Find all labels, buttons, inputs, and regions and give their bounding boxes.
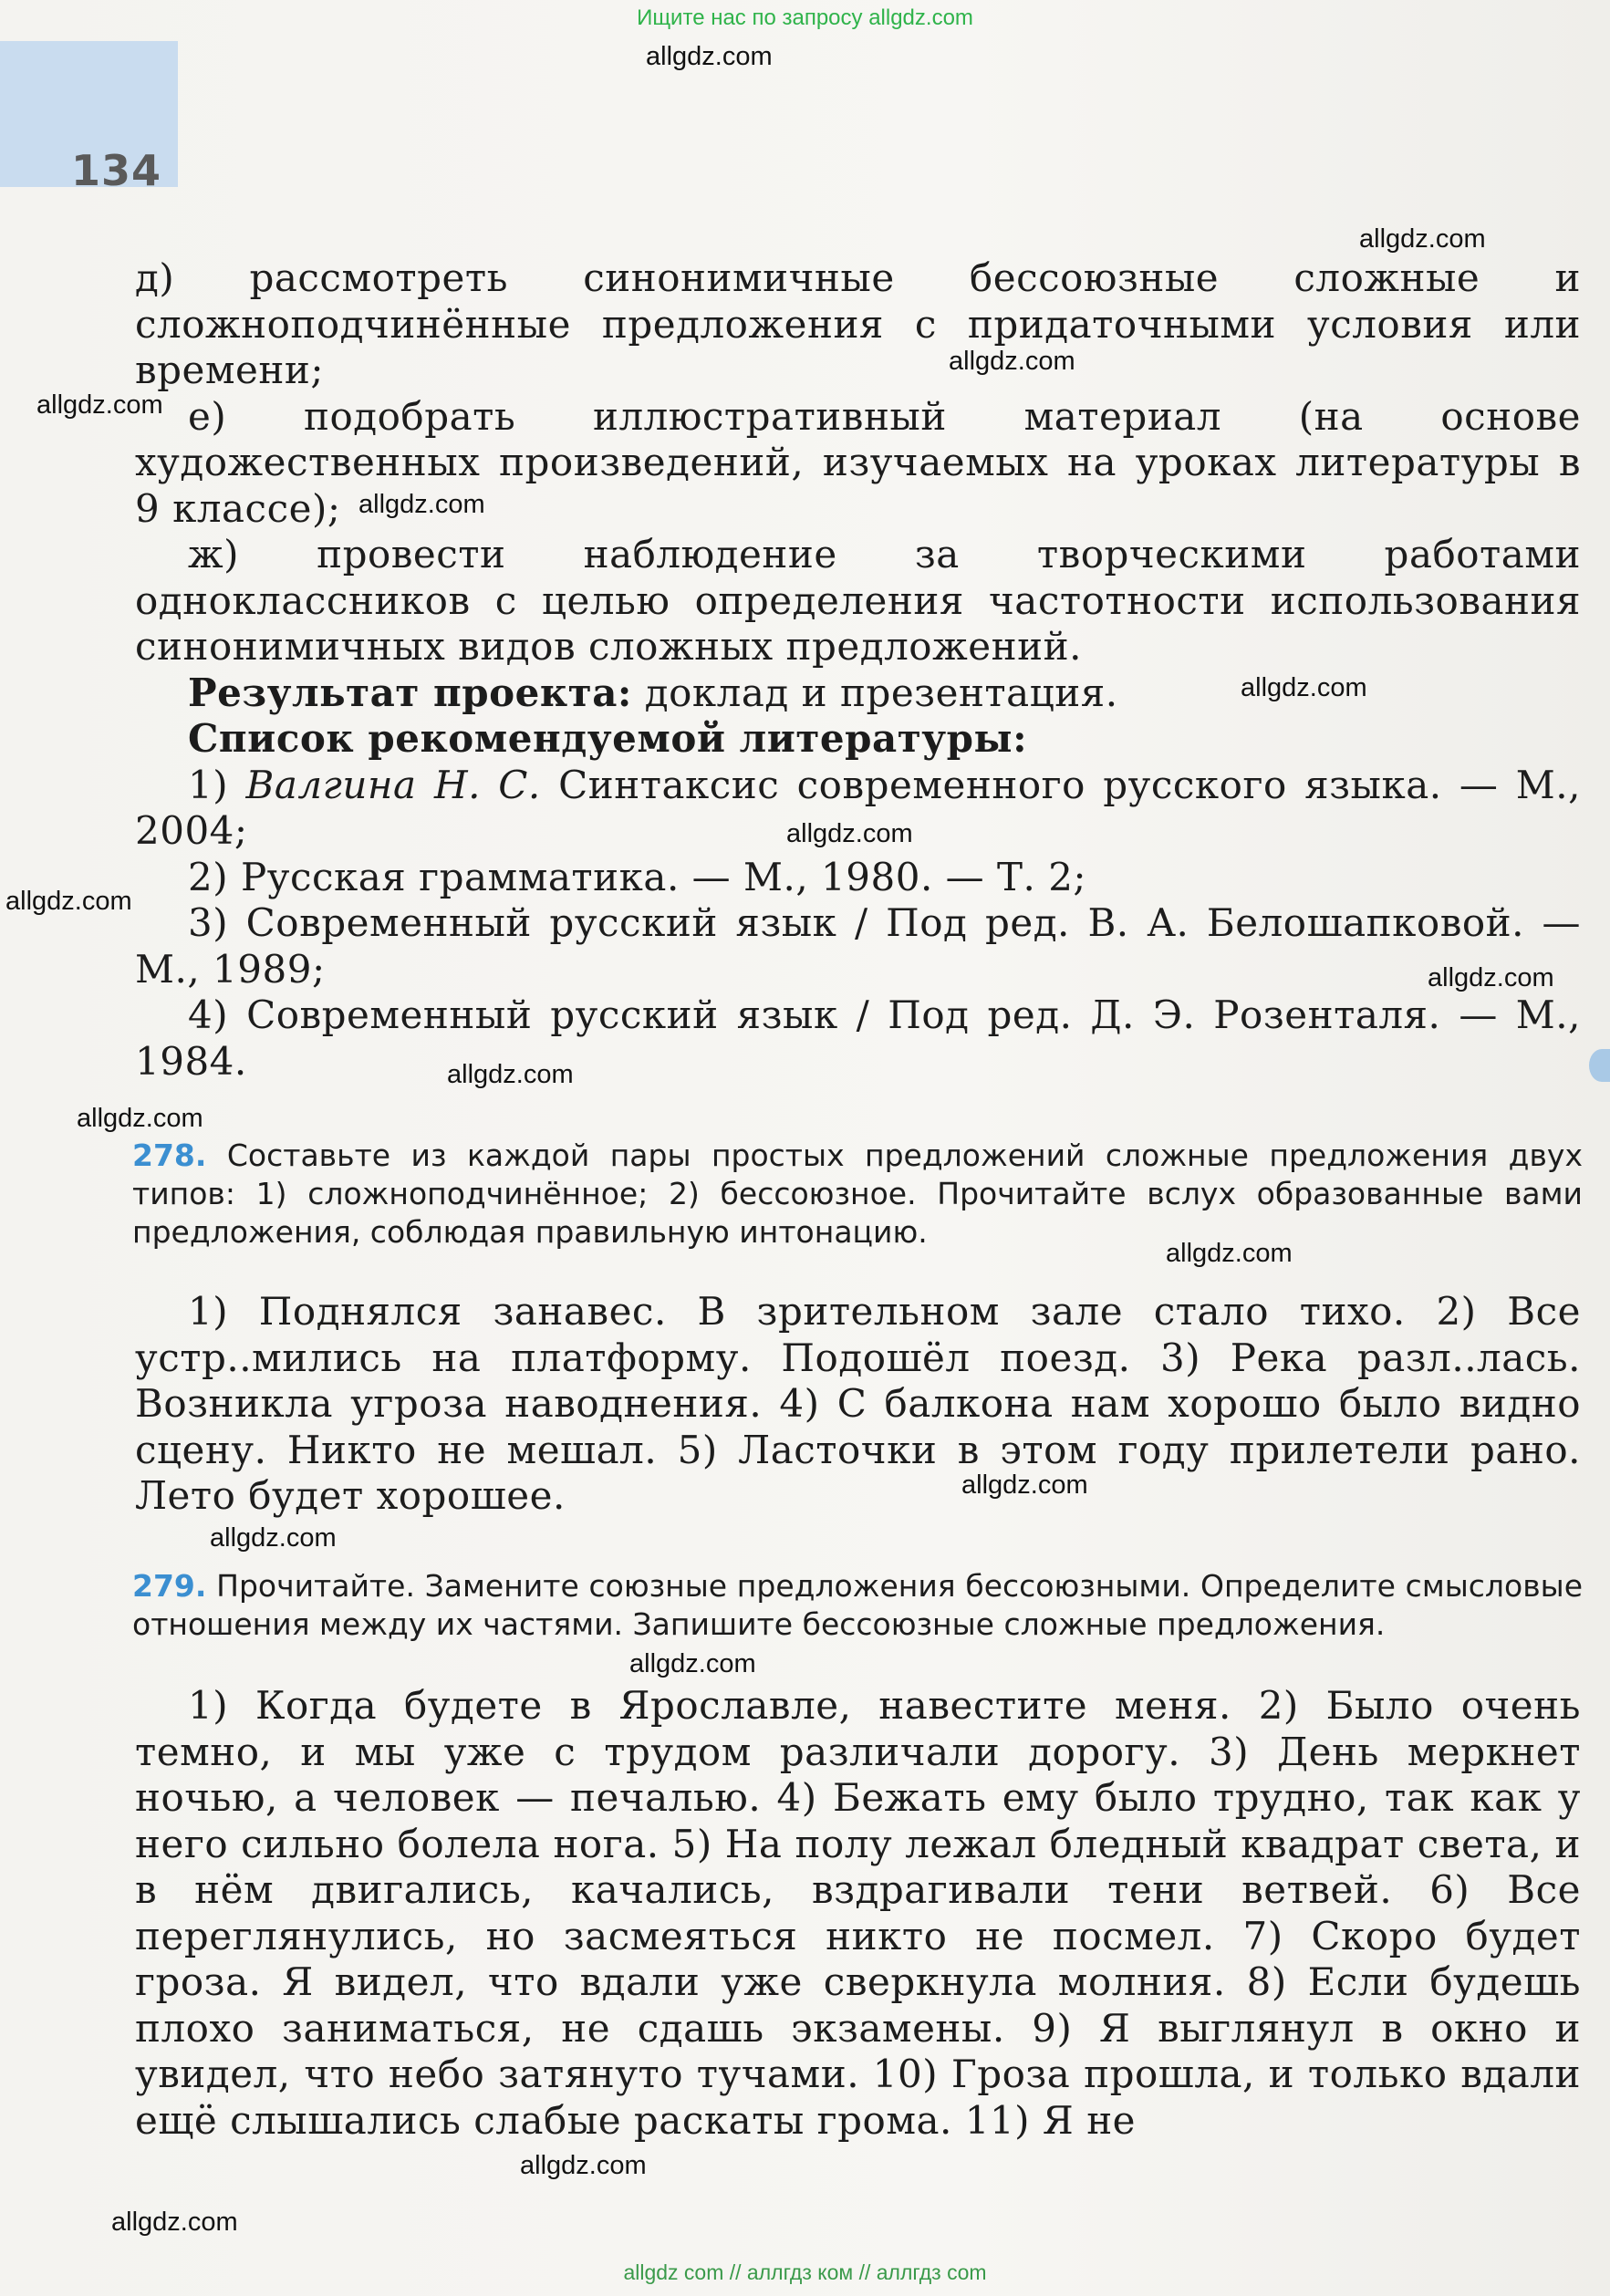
literature-item-number: 2) (188, 854, 241, 899)
task-279-instruction (132, 1567, 1583, 1644)
literature-item-3 (135, 900, 1581, 992)
literature-item-number: 3) (188, 900, 246, 945)
site-watermark[interactable]: allgdz.com (949, 347, 1075, 376)
task-instruction: Прочитайте. Замените союзные предложения бессоюзными. Определите смысловые отношения между их частями. Запишите бессоюзные сложные предложения. (132, 1568, 1583, 1642)
task-279-text (135, 1683, 1581, 2144)
literature-item-2 (135, 855, 1581, 901)
literature-item-text: Русская грамматика. — М., 1980. — Т. 2; (240, 854, 1087, 899)
literature-item-text: Синтаксис современного русского языка. — М., 2004; (135, 762, 1581, 853)
top-watermark[interactable]: Ищите нас по запросу allgdz.com (637, 5, 973, 30)
task-278-sentences: 1) Поднялся занавес. В зрительном зале стало тихо. 2) Все устр..мились на платформу. Подошёл поезд. 3) Река разл..лась. Возникла угроза наводнения. 4) С балкона нам хорошо было видно сцену. Никто не мешал. 5) Ласточки в этом году прилетели рано. Лето будет хорошее. (135, 1289, 1581, 1518)
literature-heading: Список рекомендуемой литературы: (188, 716, 1028, 761)
bottom-watermark[interactable]: allgdz com // аллгдз ком // аллгдз com (623, 2260, 987, 2284)
site-watermark[interactable]: allgdz.com (358, 490, 485, 519)
literature-item-text: Современный русский язык / Под ред. Д. Э. Розенталя. — М., 1984. (135, 992, 1582, 1084)
site-watermark[interactable]: allgdz.com (5, 887, 132, 916)
margin-marker (1589, 1049, 1610, 1082)
project-item-d: д) рассмотреть синонимичные бессоюзные сложные и сложноподчинённые предложения с придаточными условия или времени; (135, 255, 1581, 392)
project-item-zh: ж) провести наблюдение за творческими работами одноклассников с целью определения частотности использования синонимичных видов сложных предложений. (135, 532, 1581, 669)
site-watermark[interactable]: allgdz.com (36, 390, 163, 420)
task-number: 279. (132, 1568, 207, 1604)
site-watermark[interactable]: allgdz.com (961, 1470, 1088, 1500)
literature-item-number: 1) (188, 762, 246, 807)
site-watermark[interactable]: allgdz.com (77, 1104, 203, 1133)
task-278-instruction (132, 1137, 1583, 1252)
task-279-sentences: 1) Когда будете в Ярославле, навестите меня. 2) Было очень темно, и мы уже с трудом различали дорогу. 3) День меркнет ночью, а человек — печалью. 4) Бежать ему было трудно, так как у него сильно болела нога. 5) На полу лежал бледный квадрат света, и в нём двигались, качались, вздрагивали тени ветвей. 6) Все переглянулись, но засмеяться никто не посмел. 7) Скоро будет гроза. Я видел, что вдали уже сверкнула молния. 8) Если будешь плохо заниматься, не сдашь экзамены. 9) Я выглянул в окно и увидел, что небо затянуто тучами. 10) Гроза прошла, и только вдали ещё слышались слабые раскаты грома. 11) Я не (135, 1683, 1581, 2143)
site-watermark[interactable]: allgdz.com (1359, 224, 1486, 254)
result-text: доклад и презентация. (631, 670, 1118, 715)
literature-item-number: 4) (188, 992, 247, 1037)
result-label: Результат проекта: (188, 670, 632, 715)
literature-author: Валгина Н. С. (245, 762, 541, 807)
literature-item-text: Современный русский язык / Под ред. В. А. Белошапковой. — М., 1989; (135, 900, 1581, 992)
site-watermark[interactable]: allgdz.com (1166, 1239, 1293, 1268)
page-number: 134 (71, 146, 162, 195)
task-number: 278. (132, 1138, 207, 1173)
literature-item-4 (135, 992, 1581, 1085)
task-278-text (135, 1289, 1581, 1520)
site-watermark[interactable]: allgdz.com (111, 2208, 238, 2237)
task-instruction: Составьте из каждой пары простых предложений сложные предложения двух типов: 1) сложноподчинённое; 2) бессоюзное. Прочитайте вслух образованные вами предложения, соблюдая правильную интонацию. (132, 1138, 1583, 1250)
site-watermark[interactable]: allgdz.com (1428, 963, 1554, 992)
site-watermark[interactable]: allgdz.com (1241, 673, 1367, 702)
site-watermark[interactable]: allgdz.com (447, 1060, 574, 1089)
site-watermark[interactable]: allgdz.com (629, 1649, 756, 1678)
site-watermark[interactable]: allgdz.com (210, 1523, 337, 1553)
site-watermark[interactable]: allgdz.com (520, 2151, 647, 2180)
site-watermark[interactable]: allgdz.com (646, 42, 773, 71)
project-section (135, 255, 1581, 1085)
site-watermark[interactable]: allgdz.com (786, 819, 913, 848)
project-item-e: е) подобрать иллюстративный материал (на основе художественных произведений, изучаемых на уроках литературы в 9 классе); (135, 393, 1581, 531)
